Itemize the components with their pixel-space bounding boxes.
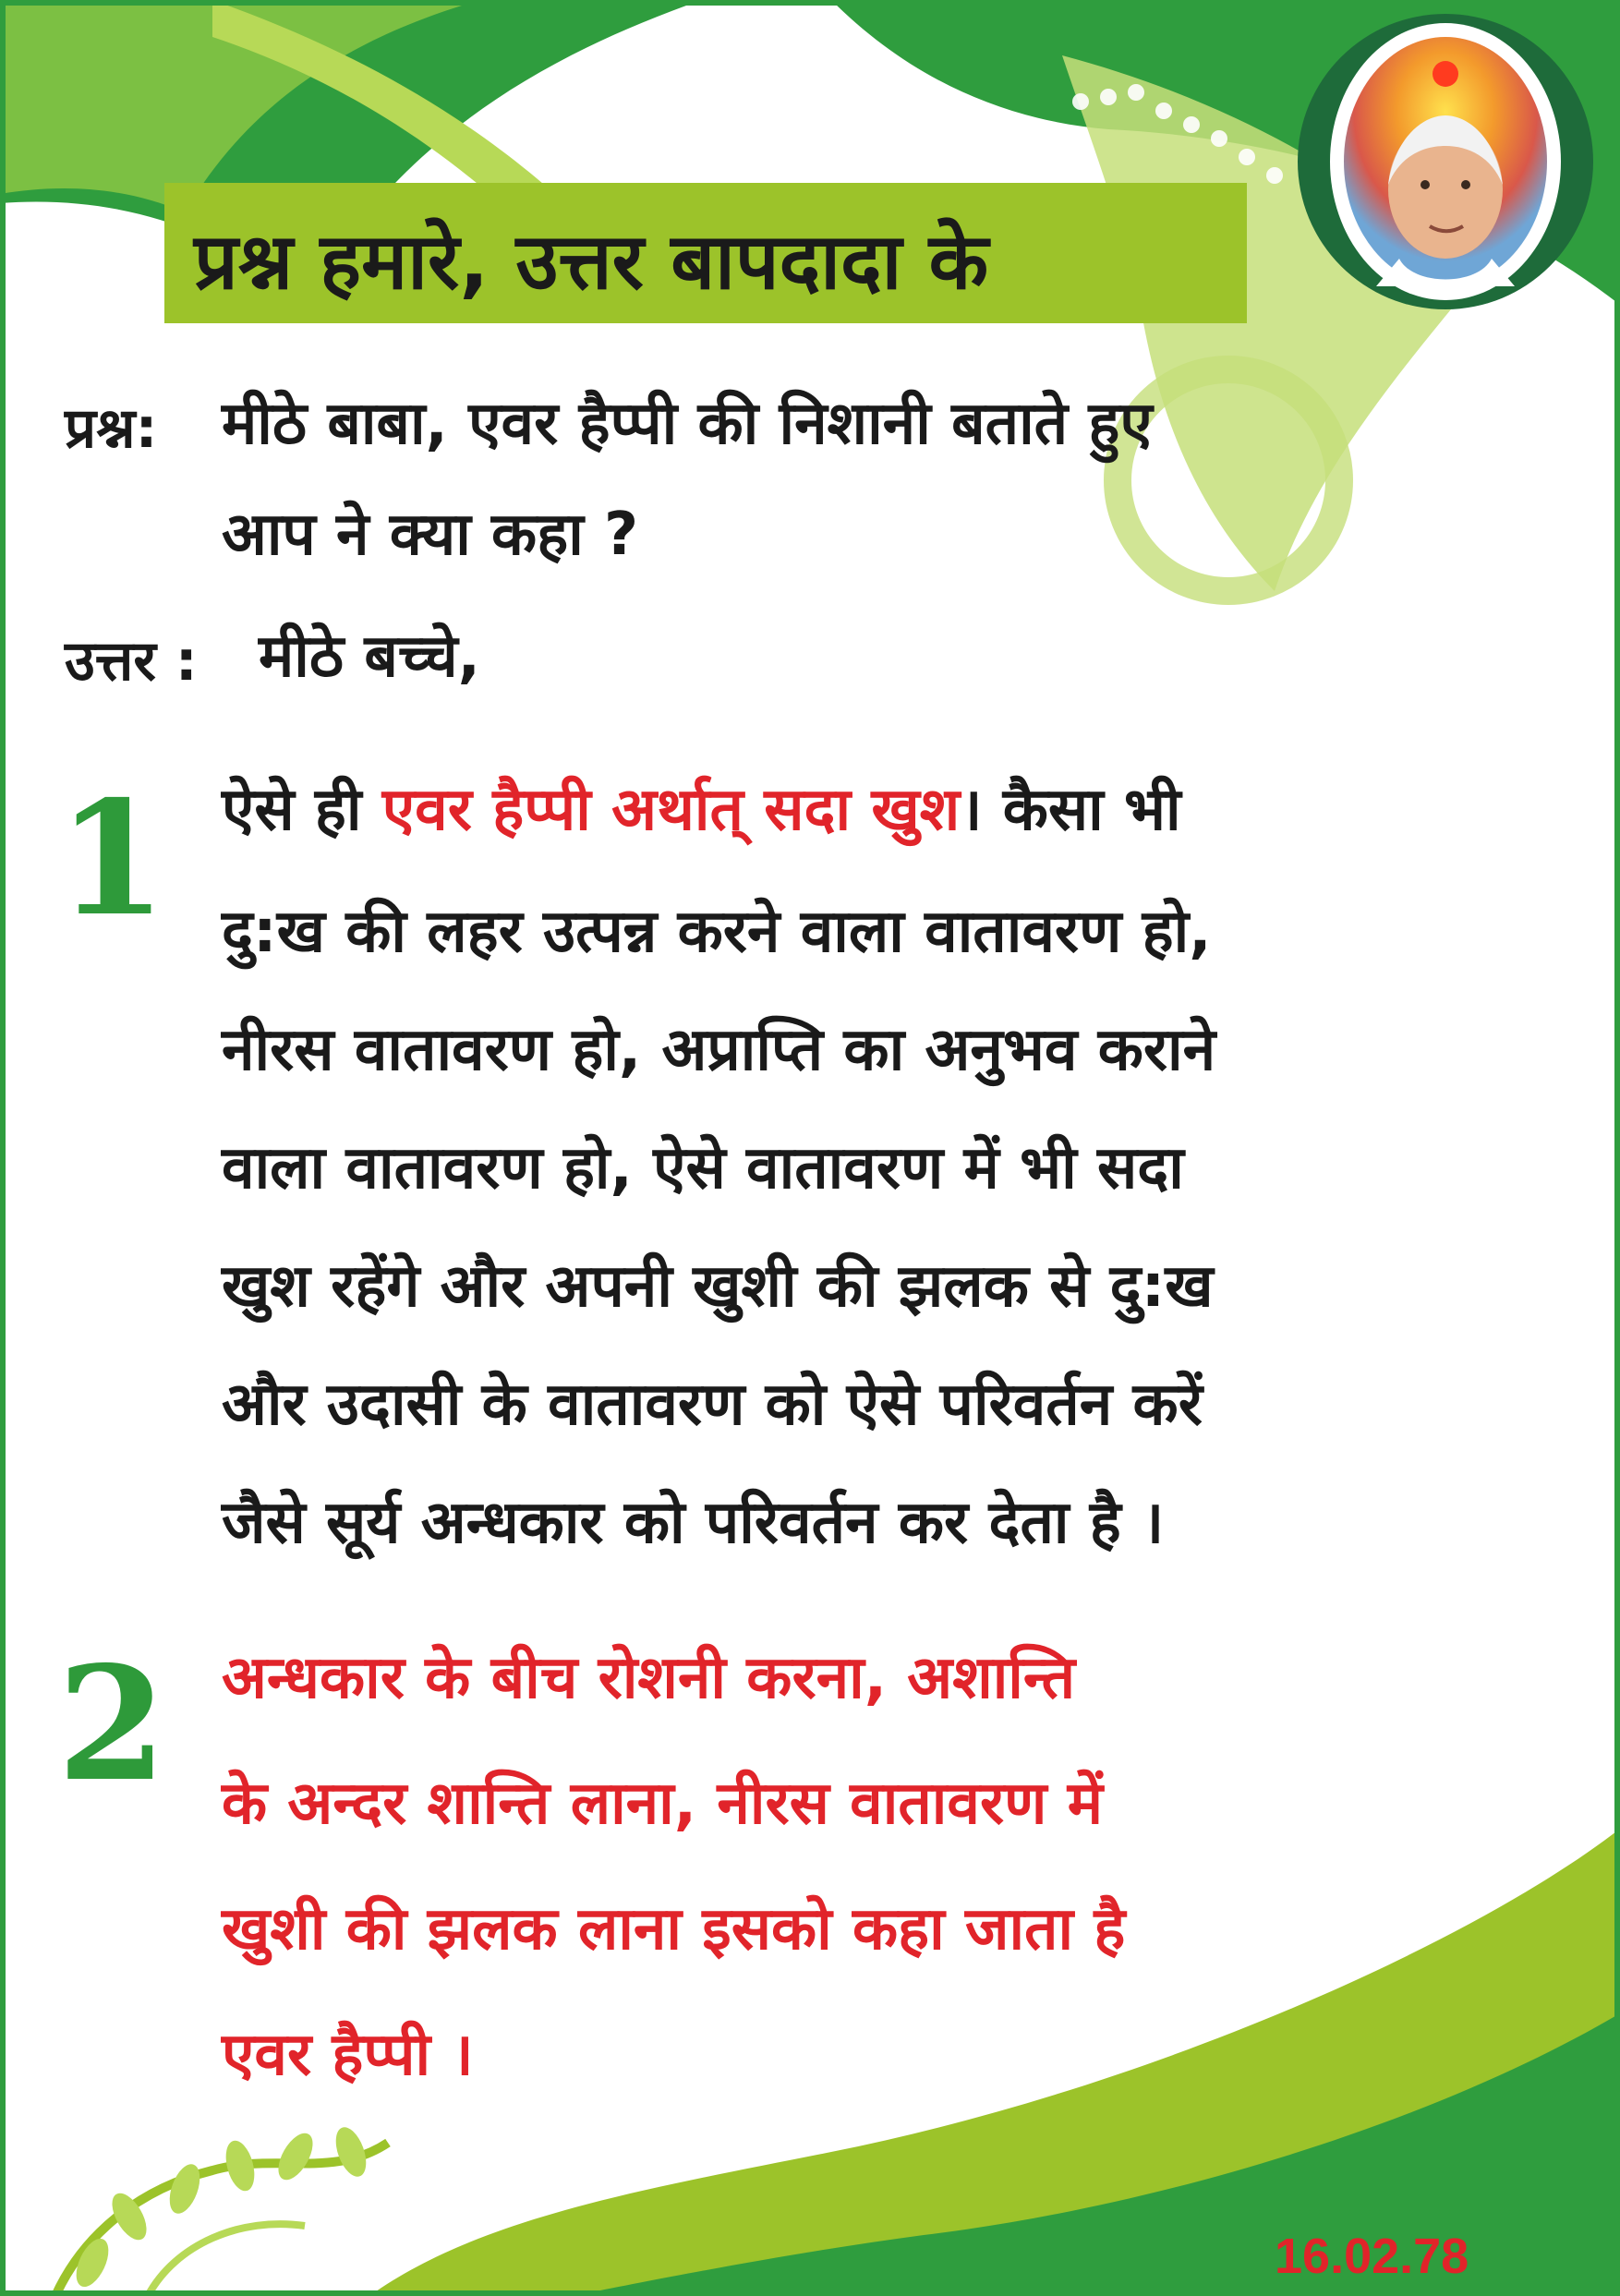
point-1-highlight: एवर हैप्पी अर्थात् सदा खुश (381, 776, 961, 844)
point-number-1: 1 (57, 767, 167, 951)
portrait-medallion (1293, 9, 1598, 314)
question-line: आप ने क्या कहा ? (222, 501, 639, 569)
question-line: मीठे बाबा, एवर हैप्पी की निशानी बताते हुए (222, 390, 1153, 458)
point-1-suffix: । कैसा भी (960, 776, 1181, 844)
answer-label: उत्तर : (65, 629, 198, 694)
point-1-line: दु:ख की लहर उत्पन्न करने वाला वातावरण हो, (222, 898, 1212, 966)
point-1-line: जैसे सूर्य अन्धकार को परिवर्तन कर देता है । (222, 1489, 1165, 1557)
point-1-prefix: ऐसे ही (222, 776, 382, 844)
question-label: प्रश्न: (65, 396, 158, 461)
point-2-line: एवर हैप्पी । (222, 2021, 474, 2089)
point-number-2: 2 (57, 1632, 167, 1817)
point-2-line: के अन्दर शान्ति लाना, नीरस वातावरण में (222, 1770, 1103, 1838)
point-2-line: अन्धकार के बीच रोशनी करना, अशान्ति (222, 1644, 1076, 1712)
point-1-line: खुश रहेंगे और अपनी खुशी की झलक से दु:ख (222, 1252, 1214, 1321)
page-title: प्रश्न हमारे, उत्तर बापदादा के (194, 216, 989, 307)
point-2-line: खुशी की झलक लाना इसको कहा जाता है (222, 1895, 1126, 1964)
answer-greeting: मीठे बच्चे, (259, 622, 480, 691)
date-stamp: 16.02.78 (1275, 2229, 1469, 2284)
point-1-first-line (222, 767, 1181, 847)
point-1-line: वाला वातावरण हो, ऐसे वातावरण में भी सदा (222, 1134, 1184, 1202)
point-1-line: और उदासी के वातावरण को ऐसे परिवर्तन करें (222, 1371, 1203, 1439)
point-1-line: नीरस वातावरण हो, अप्राप्ति का अनुभव कराने (222, 1016, 1216, 1084)
